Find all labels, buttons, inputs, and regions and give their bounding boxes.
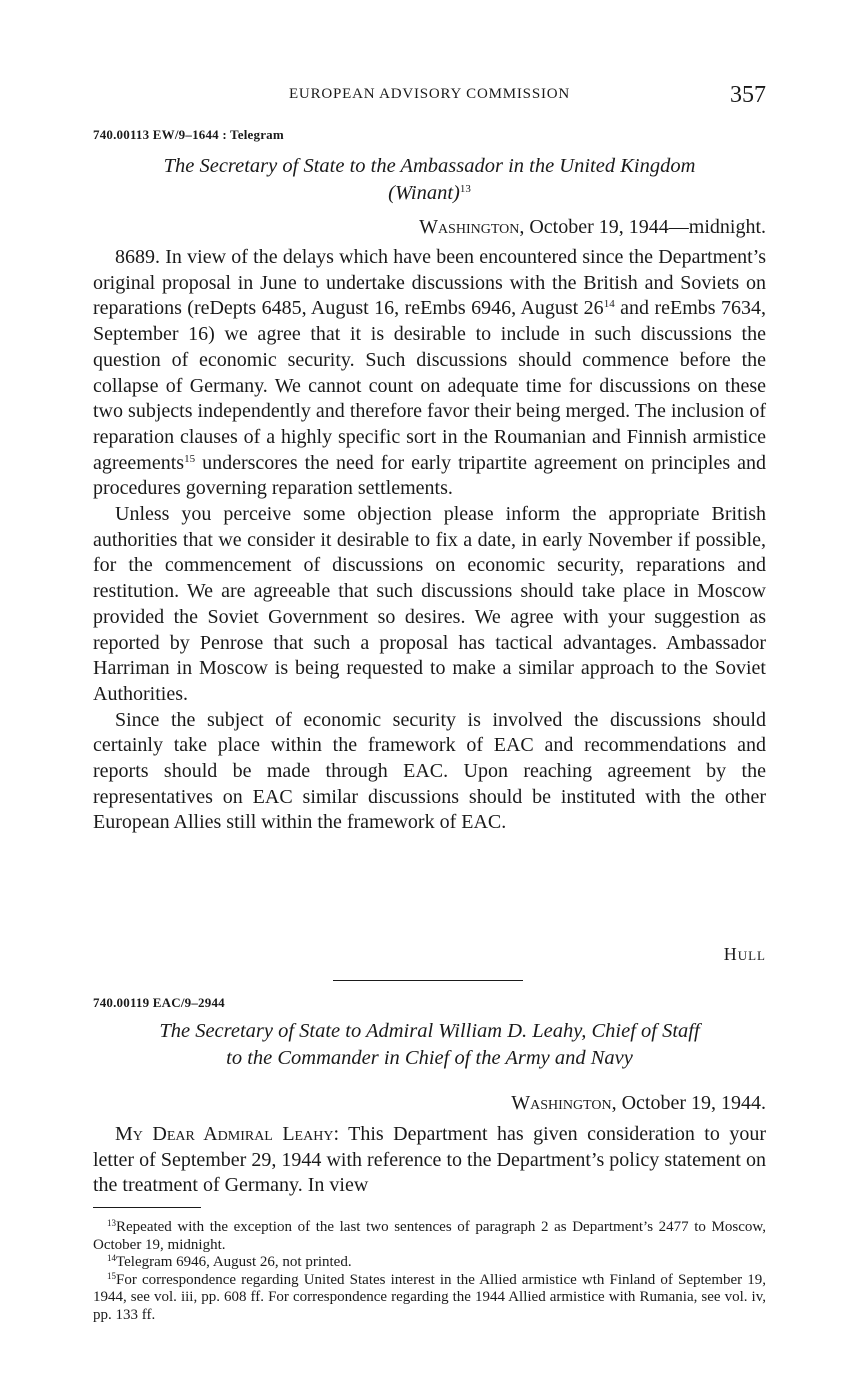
doc1-paragraph-1-part-c: underscores the need for early tripartite agreement on principles and procedures governing reparation settlements.	[93, 451, 766, 500]
doc1-paragraph-1	[93, 245, 766, 502]
doc2-title-line1: The Secretary of State to Admiral William D. Leahy, Chief of Staff	[159, 1020, 700, 1042]
doc1-signature: Hull	[723, 944, 766, 964]
doc1-title-name: (Winant)	[388, 182, 460, 204]
footnote-mark: 14	[107, 1253, 116, 1264]
doc2-paragraph-1	[93, 1122, 766, 1199]
doc1-paragraph-1-part-b: and reEmbs 7634, September 16) we agree that it is desirable to include in such discussions the question of economic security. Such discussions should commence before the collapse of Germany. We cannot count on adequate time for discussions on these two subjects independently and therefore favor their being merged. The inclusion of reparation clauses of a highly specific sort in the Roumanian and Finnish armistice agreements	[93, 297, 766, 474]
doc2-paragraph-1-text: : This Department has given consideration to your letter of September 29, 1944 with reference to the Department’s policy statement on the treatment of Germany. In view	[93, 1123, 766, 1197]
doc1-paragraph-3: Since the subject of economic security is involved the discussions should certainly take place within the framework of EAC and recommendations and reports should be made through EAC. Upon reaching agreement by the representatives on EAC similar discussions should be instituted with the other European Allies still within the framework of EAC.	[93, 708, 766, 834]
running-title: EUROPEAN ADVISORY COMMISSION	[288, 86, 571, 102]
doc1-dateline-date: , October 19, 1944—midnight.	[519, 216, 766, 238]
doc2-dateline	[511, 1092, 766, 1115]
footnote-15	[93, 1272, 766, 1325]
doc1-paragraph-2: Unless you perceive some objection please inform the appropriate British authorities that we consider it desirable to fix a date, in early November if possible, for the commencement of discussions on economic security, reparations and restitution. We are agreeable that such discussions should take place in Moscow provided the Soviet Government so desires. We agree with your suggestion as reported by Penrose that such a proposal has tactical advantages. Ambassador Harriman in Moscow is being requested to make a similar approach to the Soviet Authorities.	[93, 503, 766, 705]
doc2-body	[93, 1122, 766, 1199]
doc1-footnote-ref-13[interactable]: 13	[459, 183, 471, 195]
doc1-file-reference: 740.00113 EW/9–1644 : Telegram	[93, 127, 284, 142]
doc1-footnote-ref-15[interactable]: 15	[184, 452, 196, 465]
running-header	[93, 82, 766, 110]
doc2-title-line2: to the Commander in Chief of the Army and Navy	[226, 1047, 633, 1069]
doc1-dateline	[419, 216, 766, 239]
section-divider	[333, 980, 523, 981]
footnote-rule	[93, 1207, 201, 1208]
footnote-mark: 15	[107, 1270, 116, 1281]
page-number: 357	[730, 82, 766, 108]
doc1-body	[93, 245, 766, 836]
footnote-text: For correspondence regarding United States interest in the Allied armistice wth Finland of September 19, 1944, see vol. iii, pp. 608 ff. For correspondence regarding the 1944 Allied armistice with Rumania, see vol. iv, pp. 133 ff.	[93, 1271, 766, 1323]
doc2-title	[93, 1018, 766, 1072]
footnotes	[93, 1219, 766, 1325]
doc1-title-line1: The Secretary of State to the Ambassador in the United Kingdom	[163, 155, 696, 177]
footnote-13	[93, 1219, 766, 1254]
footnote-text: Repeated with the exception of the last two sentences of paragraph 2 as Department’s 2477 to Moscow, October 19, midnight.	[93, 1219, 766, 1253]
footnote-text: Telegram 6946, August 26, not printed.	[116, 1254, 352, 1271]
doc1-title	[93, 153, 766, 207]
doc2-dateline-date: , October 19, 1944.	[611, 1092, 766, 1114]
footnote-mark: 13	[107, 1218, 116, 1228]
doc2-salutation: My Dear Admiral Leahy	[115, 1123, 334, 1145]
footnote-14	[93, 1254, 766, 1272]
doc2-file-reference: 740.00119 EAC/9–2944	[93, 995, 225, 1010]
doc2-dateline-place: Washington	[511, 1092, 612, 1114]
doc1-paragraph-1-part-a: 8689. In view of the delays which have been encountered since the Department’s original proposal in June to undertake discussions with the British and Soviets on reparations (reDepts 6485, August 16, reEmbs 6946, August 26	[93, 246, 766, 320]
doc1-dateline-place: Washington	[419, 216, 520, 238]
doc1-footnote-ref-14[interactable]: 14	[603, 298, 615, 311]
doc1-title-line2	[93, 180, 766, 207]
